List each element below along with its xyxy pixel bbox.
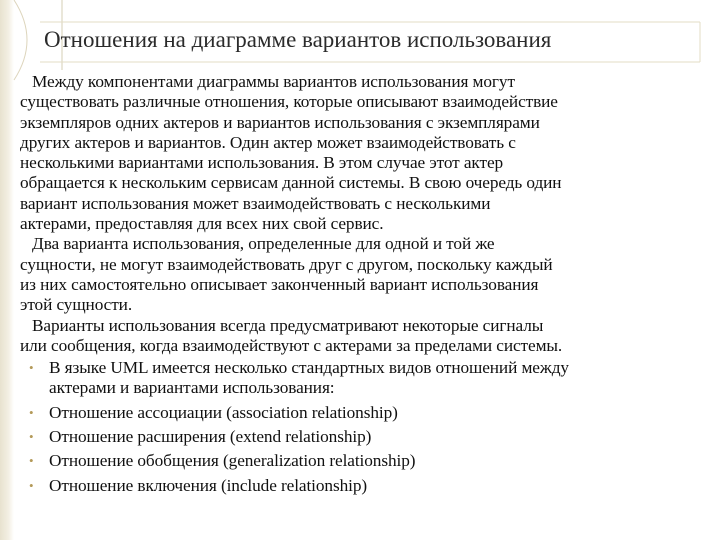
slide-body: [20, 72, 696, 500]
paragraph-line: или сообщения, когда взаимодействуют с актерами за пределами системы.: [20, 335, 563, 355]
bullet-item: [20, 358, 696, 399]
bullet-dot-icon: •: [29, 404, 34, 420]
paragraph-line: вариант использования может взаимодействовать с несколькими: [20, 193, 491, 213]
paragraph-line: актерами, предоставляя для всех них свой сервис.: [20, 214, 384, 234]
paragraph-line: Между компонентами диаграммы вариантов использования могут: [32, 72, 515, 91]
bullet-dot-icon: •: [29, 453, 34, 469]
paragraph-3: [20, 316, 696, 357]
paragraph-line: экземпляров одних актеров и вариантов использования с экземплярами: [20, 112, 540, 132]
paragraph-line: этой сущности.: [20, 295, 133, 315]
bullet-line: В языке UML имеется несколько стандартных видов отношений между: [49, 358, 569, 378]
bullet-line: Отношение включения (include relationship): [49, 475, 368, 495]
bullet-line: Отношение обобщения (generalization relationship): [49, 451, 416, 471]
bullet-item: [20, 403, 696, 423]
bullet-dot-icon: •: [29, 429, 34, 445]
paragraph-line: обращается к нескольким сервисам данной системы. В свою очередь один: [20, 173, 562, 193]
bullet-line: актерами и вариантами использования:: [49, 378, 335, 398]
bullet-line: Отношение ассоциации (association relationship): [49, 402, 398, 422]
bullet-line: Отношение расширения (extend relationship): [49, 427, 372, 447]
paragraph-line: Два варианта использования, определенные для одной и той же: [32, 234, 495, 254]
paragraph-line: сущности, не могут взаимодействовать друг с другом, поскольку каждый: [20, 254, 553, 274]
bullet-list: [20, 358, 696, 496]
bullet-dot-icon: •: [29, 360, 34, 376]
bullet-dot-icon: •: [29, 477, 34, 493]
paragraph-1: [20, 72, 696, 234]
paragraph-line: несколькими вариантами использования. В этом случае этот актер: [20, 153, 504, 173]
paragraph-line: других актеров и вариантов. Один актер может взаимодействовать с: [20, 132, 516, 152]
paragraph-line: из них самостоятельно описывает законченный вариант использования: [20, 274, 539, 294]
slide-title: Отношения на диаграмме вариантов использования: [44, 27, 552, 52]
bullet-item: [20, 451, 696, 471]
paragraph-line: существовать различные отношения, которые описывают взаимодействие: [20, 92, 558, 112]
bullet-item: [20, 476, 696, 496]
bullet-item: [20, 427, 696, 447]
paragraph-line: Варианты использования всегда предусматривают некоторые сигналы: [32, 315, 544, 335]
paragraph-2: [20, 234, 696, 315]
